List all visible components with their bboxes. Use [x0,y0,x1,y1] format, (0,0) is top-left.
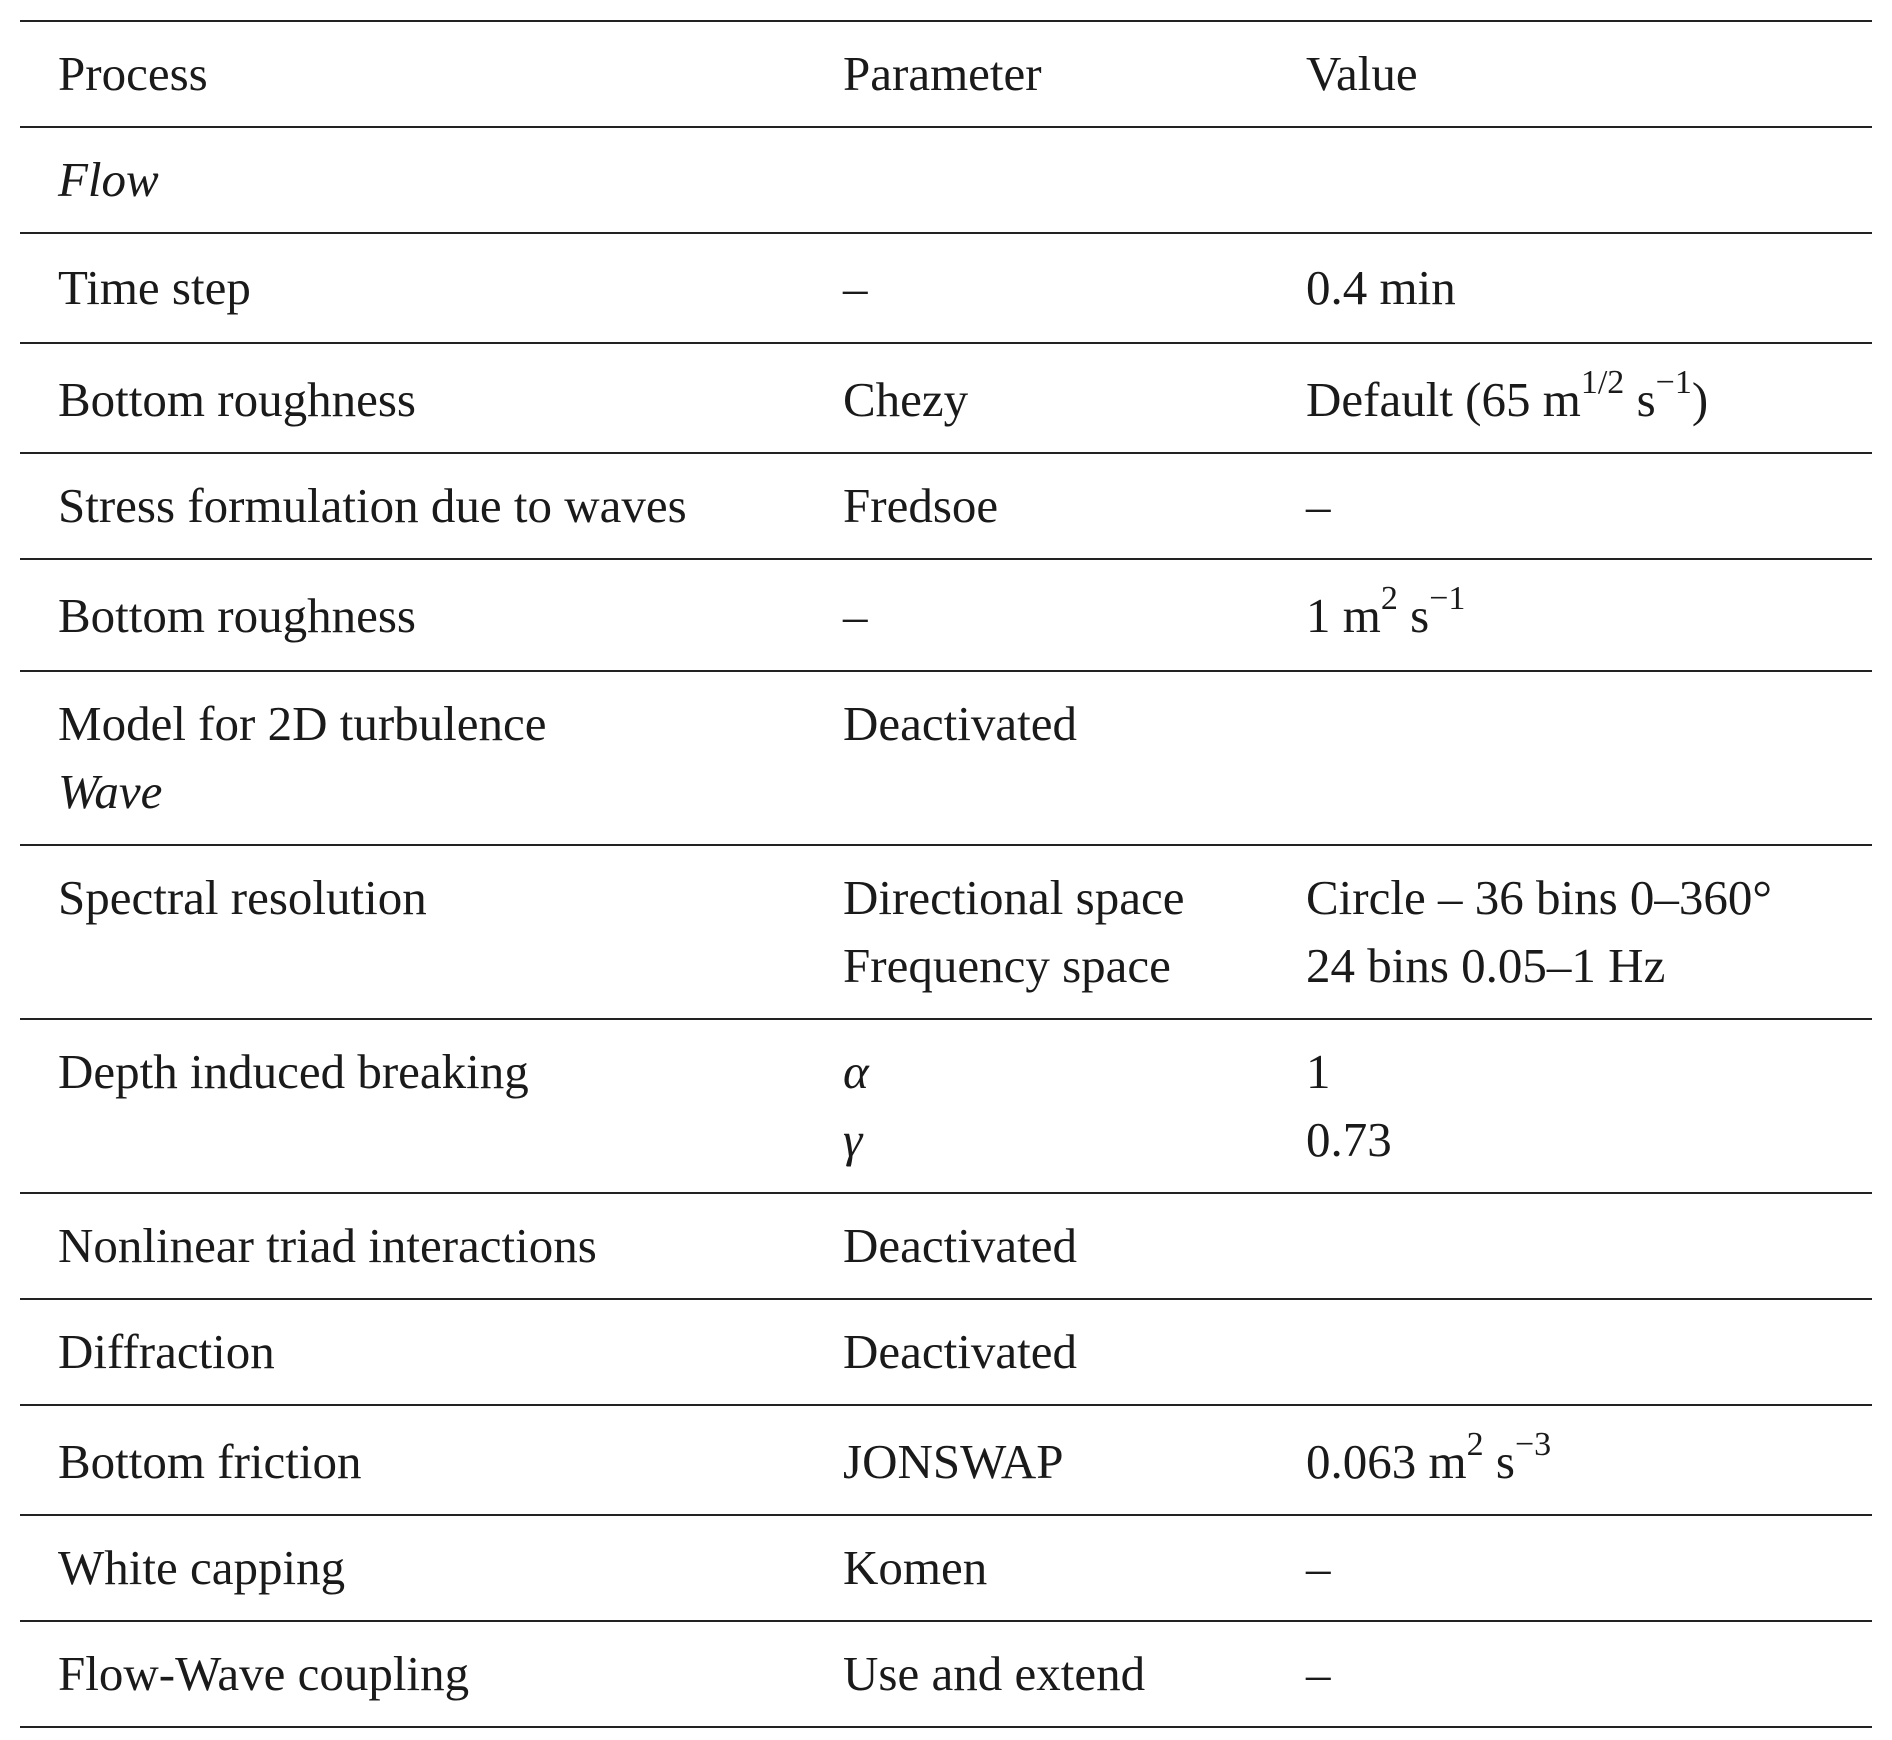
row-process [58,690,547,826]
value-unit: s [1483,1434,1515,1489]
value-exponent: 1/2 [1580,363,1625,401]
row-value-line: 24 bins 0.05–1 Hz [1306,938,1666,993]
row-process: Bottom friction [58,1434,362,1489]
row-value: – [1306,478,1331,533]
table-row [20,232,1872,342]
row-parameter-line: Directional space [843,870,1185,925]
row-parameter: Deactivated [843,696,1077,751]
row-parameter [843,1038,869,1174]
row-process: Bottom roughness [58,372,416,427]
row-parameter: Chezy [843,372,969,427]
value-exponent: −3 [1514,1425,1552,1463]
row-process: Spectral resolution [58,870,427,925]
value-exponent: 2 [1380,579,1398,617]
row-value [1306,1425,1552,1496]
row-process: Depth induced breaking [58,1044,529,1099]
row-parameter [843,864,1184,1000]
row-value [1306,579,1466,650]
row-parameter: Fredsoe [843,478,999,533]
row-value-line: Circle – 36 bins 0–360° [1306,870,1773,925]
table-row [20,1404,1872,1514]
value-suffix: ) [1691,372,1709,427]
table-row [20,558,1872,670]
row-parameter-line: γ [843,1112,863,1167]
row-process: Stress formulation due to waves [58,478,687,533]
row-process: Time step [58,260,251,315]
table-header-row [20,20,1872,126]
row-value-line: 0.73 [1306,1112,1392,1167]
row-parameter: Use and extend [843,1646,1146,1701]
row-value [1306,1038,1392,1174]
table-row [20,1620,1872,1728]
row-parameter-line: Frequency space [843,938,1171,993]
row-process: White capping [58,1540,346,1595]
table-row [20,1192,1872,1298]
table-row [20,452,1872,558]
value-prefix: 1 m [1306,588,1381,643]
header-parameter: Parameter [843,46,1042,101]
value-exponent: −1 [1429,579,1466,617]
table-row [20,342,1872,452]
table-row [20,1298,1872,1404]
row-value-line: 1 [1306,1044,1331,1099]
row-process: Diffraction [58,1324,275,1379]
table-row [20,670,1872,844]
row-parameter: Deactivated [843,1324,1077,1379]
table-row [20,1018,1872,1192]
row-value: 0.4 min [1306,260,1456,315]
row-value: – [1306,1646,1331,1701]
row-parameter: Komen [843,1540,988,1595]
row-value: – [1306,1540,1331,1595]
row-process: Nonlinear triad interactions [58,1218,597,1273]
row-parameter: – [843,260,868,315]
value-prefix: Default (65 m [1306,372,1581,427]
value-exponent: −1 [1655,363,1692,401]
value-exponent: 2 [1466,1425,1484,1463]
parameters-table [20,20,1872,1728]
row-parameter-line: α [843,1044,869,1099]
row-process-text: Model for 2D turbulence [58,696,547,751]
value-unit: s [1624,372,1656,427]
row-process: Flow-Wave coupling [58,1646,470,1701]
row-parameter: JONSWAP [843,1434,1064,1489]
table-row [20,1514,1872,1620]
row-parameter: – [843,588,868,643]
section-label-wave: Wave [58,764,163,819]
row-value [1306,363,1709,434]
value-prefix: 0.063 m [1306,1434,1467,1489]
row-process: Bottom roughness [58,588,416,643]
header-value: Value [1306,46,1418,101]
section-label-flow: Flow [58,152,159,207]
header-process: Process [58,46,208,101]
row-parameter: Deactivated [843,1218,1077,1273]
row-value [1306,864,1772,1000]
table-row [20,844,1872,1018]
value-unit: s [1397,588,1430,643]
section-row-flow [20,126,1872,232]
